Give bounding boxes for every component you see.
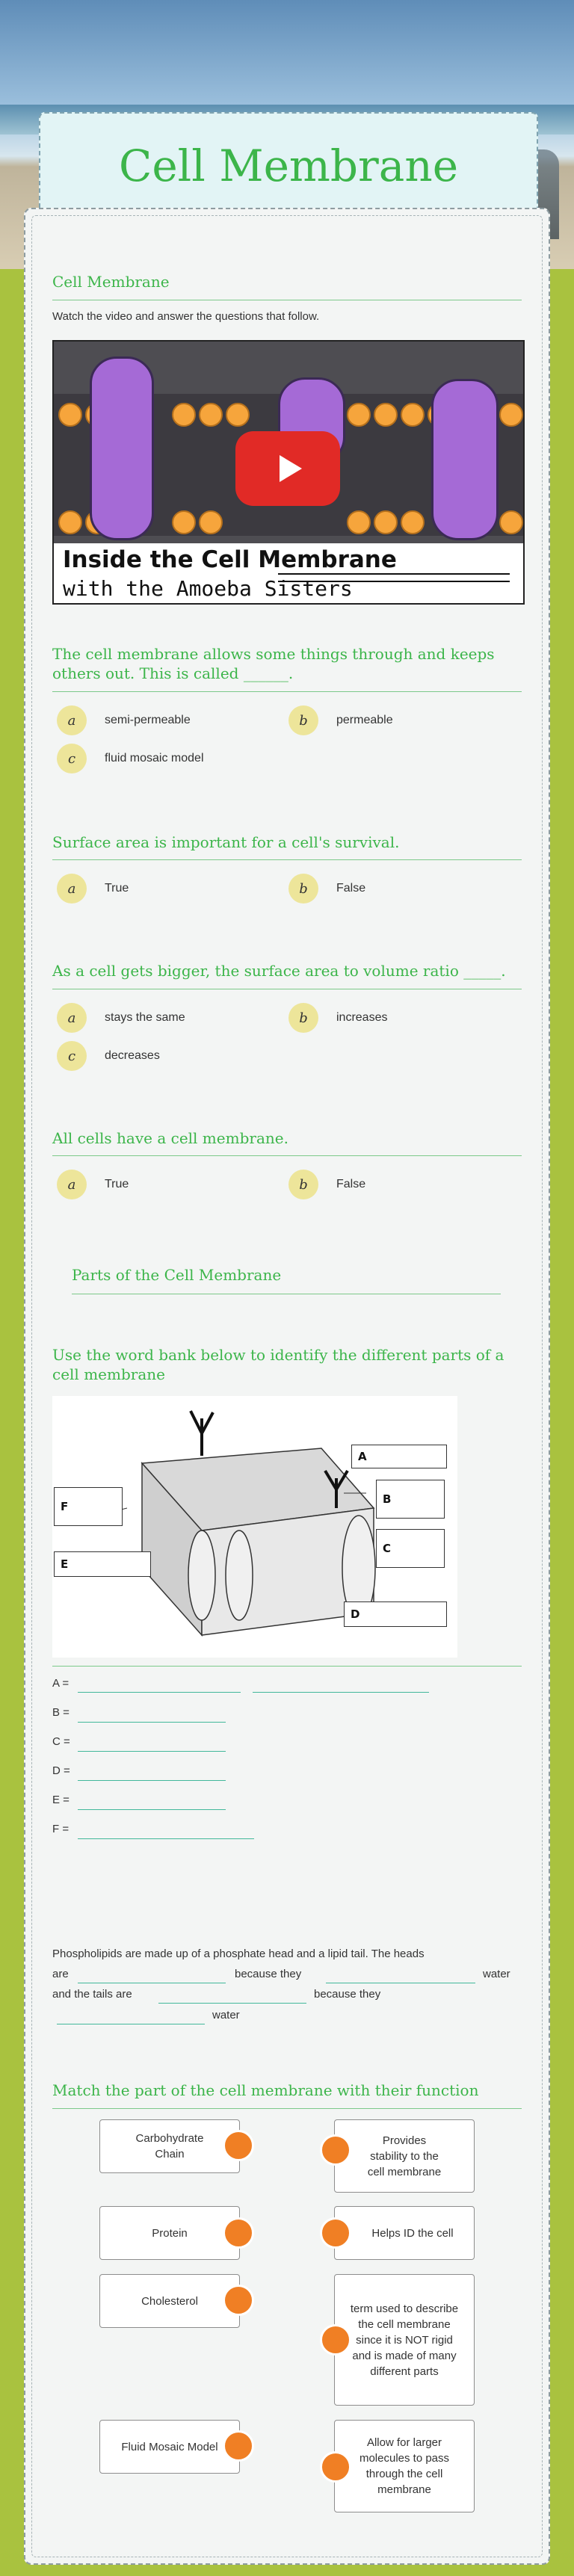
phospholipid-text-1: Phospholipids are made up of a phosphate head and a lipid tail. The heads <box>52 1948 425 1960</box>
answer-line-a2[interactable] <box>253 1692 429 1693</box>
match-left-carbohydrate-chain[interactable] <box>99 2119 240 2173</box>
option-letter-badge: b <box>288 705 318 735</box>
divider <box>52 2108 522 2109</box>
diagram-label-b: B <box>376 1480 445 1519</box>
phospholipid-text-3b: because they <box>314 1988 381 2001</box>
phospholipid-head <box>347 403 371 427</box>
match-right-label: Provides stability to the cell membrane <box>367 2134 442 2178</box>
match-left-fluid-mosaic-model[interactable] <box>99 2420 240 2474</box>
cell-membrane-diagram <box>52 1396 457 1658</box>
diagram-label-a: A <box>351 1445 447 1468</box>
protein-character <box>90 356 154 540</box>
section-title-cell-membrane: Cell Membrane <box>52 273 170 291</box>
phospholipid-head <box>172 510 196 534</box>
play-button[interactable] <box>235 431 340 506</box>
option-label: increases <box>336 1011 388 1024</box>
match-dot-right-2[interactable] <box>320 2217 351 2249</box>
phospholipid-head <box>58 510 82 534</box>
video-player[interactable] <box>52 340 525 605</box>
divider <box>52 1155 522 1156</box>
match-left-label: Protein <box>152 2226 188 2240</box>
youtube-play-icon <box>280 455 302 482</box>
phospholipid-head <box>172 403 196 427</box>
phospholipid-head <box>226 403 250 427</box>
match-right-id[interactable] <box>334 2206 475 2260</box>
phospholipid-head <box>401 510 425 534</box>
word-bank-prompt: Use the word bank below to identify the different parts of a cell membrane <box>52 1346 504 1383</box>
match-left-label: Fluid Mosaic Model <box>121 2440 218 2453</box>
match-right-label: term used to describe the cell membrane since it is NOT rigid and is made of many different parts <box>350 2302 459 2378</box>
diagram-label-f: F <box>54 1487 123 1526</box>
q3-option-c[interactable] <box>57 1041 160 1071</box>
phospholipid-text-2c: water <box>483 1968 510 1980</box>
blank-tails-are[interactable] <box>158 2003 306 2004</box>
match-dot-right-3[interactable] <box>320 2324 351 2356</box>
q4-option-b[interactable] <box>288 1170 365 1199</box>
answer-line-d[interactable] <box>78 1780 226 1781</box>
q3-option-a[interactable] <box>57 1003 185 1033</box>
phospholipid-head <box>374 510 398 534</box>
phospholipid-head <box>199 510 223 534</box>
phospholipid-text-4a: water <box>212 2009 240 2021</box>
video-caption-subtitle: with the Amoeba Sisters <box>63 576 353 601</box>
match-dot-left-3[interactable] <box>223 2285 254 2316</box>
match-dot-left-4[interactable] <box>223 2430 254 2462</box>
q1-option-b[interactable] <box>288 705 393 735</box>
option-label: True <box>105 1178 129 1190</box>
option-letter-badge: a <box>57 705 87 735</box>
q2-option-b[interactable] <box>288 874 365 904</box>
question-4-text: All cells have a cell membrane. <box>52 1129 288 1147</box>
answer-label-e: E = <box>52 1794 70 1806</box>
answer-line-e[interactable] <box>78 1809 226 1810</box>
match-right-stability[interactable] <box>334 2119 475 2193</box>
phospholipid-text-2b: because they <box>235 1968 302 1980</box>
divider <box>52 1666 522 1667</box>
video-caption-title: Inside the Cell Membrane <box>63 546 397 573</box>
answer-label-a: A = <box>52 1677 70 1690</box>
option-label: True <box>105 882 129 895</box>
option-label: False <box>336 882 366 895</box>
option-label: semi-permeable <box>105 714 191 726</box>
option-label: fluid mosaic model <box>105 752 204 765</box>
q3-option-b[interactable] <box>288 1003 387 1033</box>
option-letter-badge: b <box>288 874 318 904</box>
match-dot-left-1[interactable] <box>223 2130 254 2161</box>
match-left-cholesterol[interactable] <box>99 2274 240 2328</box>
divider <box>52 691 522 692</box>
question-2-text: Surface area is important for a cell's survival. <box>52 833 400 851</box>
section-title-parts: Parts of the Cell Membrane <box>72 1266 282 1284</box>
answer-label-c: C = <box>52 1735 70 1748</box>
option-letter-badge: b <box>288 1003 318 1033</box>
match-dot-right-1[interactable] <box>320 2134 351 2166</box>
answer-label-f: F = <box>52 1823 70 1835</box>
match-left-label: Cholesterol <box>141 2294 198 2308</box>
option-label: permeable <box>336 714 393 726</box>
phospholipid-head <box>347 510 371 534</box>
match-left-label: Carbohydrate Chain <box>135 2132 204 2160</box>
divider <box>52 859 522 860</box>
q1-option-a[interactable] <box>57 705 191 735</box>
answer-label-d: D = <box>52 1764 70 1777</box>
question-3-text: As a cell gets bigger, the surface area to volume ratio _____. <box>52 962 506 980</box>
answer-label-b: B = <box>52 1706 70 1719</box>
option-label: decreases <box>105 1049 160 1062</box>
phospholipid-head <box>374 403 398 427</box>
option-label: False <box>336 1178 366 1190</box>
option-label: stays the same <box>105 1011 185 1024</box>
match-right-label: Helps ID the cell <box>371 2226 454 2240</box>
match-dot-left-2[interactable] <box>223 2217 254 2249</box>
phospholipid-text-3a: and the tails are <box>52 1988 132 2001</box>
phospholipid-head <box>499 403 523 427</box>
instructions-text: Watch the video and answer the questions that follow. <box>52 310 320 323</box>
answer-line-b[interactable] <box>78 1722 226 1723</box>
answer-line-f[interactable] <box>78 1838 254 1839</box>
match-right-fluid-mosaic[interactable] <box>334 2274 475 2406</box>
option-letter-badge: c <box>57 1041 87 1071</box>
match-dot-right-4[interactable] <box>320 2451 351 2483</box>
answer-line-a[interactable] <box>78 1692 241 1693</box>
section-title-matching: Match the part of the cell membrane with their function <box>52 2081 479 2099</box>
phospholipid-head <box>499 510 523 534</box>
phospholipid-head <box>58 403 82 427</box>
q4-option-a[interactable] <box>57 1170 129 1199</box>
phospholipid-head <box>199 403 223 427</box>
option-letter-badge: a <box>57 874 87 904</box>
phospholipid-text-2a: are <box>52 1968 69 1980</box>
option-letter-badge: a <box>57 1003 87 1033</box>
diagram-label-d: D <box>344 1601 447 1627</box>
protein-shape <box>431 379 499 540</box>
option-letter-badge: c <box>57 744 87 773</box>
question-1-text: The cell membrane allows some things through and keeps others out. This is called ______. <box>52 645 495 682</box>
diagram-label-e: E <box>54 1551 151 1577</box>
phospholipid-head <box>401 403 425 427</box>
option-letter-badge: b <box>288 1170 318 1199</box>
match-right-larger-molecules[interactable] <box>334 2420 475 2512</box>
q1-option-c[interactable] <box>57 744 204 773</box>
match-right-label: Allow for larger molecules to pass through the cell membrane <box>359 2436 450 2496</box>
match-left-protein[interactable] <box>99 2206 240 2260</box>
diagram-label-c: C <box>376 1529 445 1568</box>
video-caption <box>54 543 523 603</box>
page-title: Cell Membrane <box>118 140 459 191</box>
option-letter-badge: a <box>57 1170 87 1199</box>
answer-line-c[interactable] <box>78 1751 226 1752</box>
q2-option-a[interactable] <box>57 874 129 904</box>
